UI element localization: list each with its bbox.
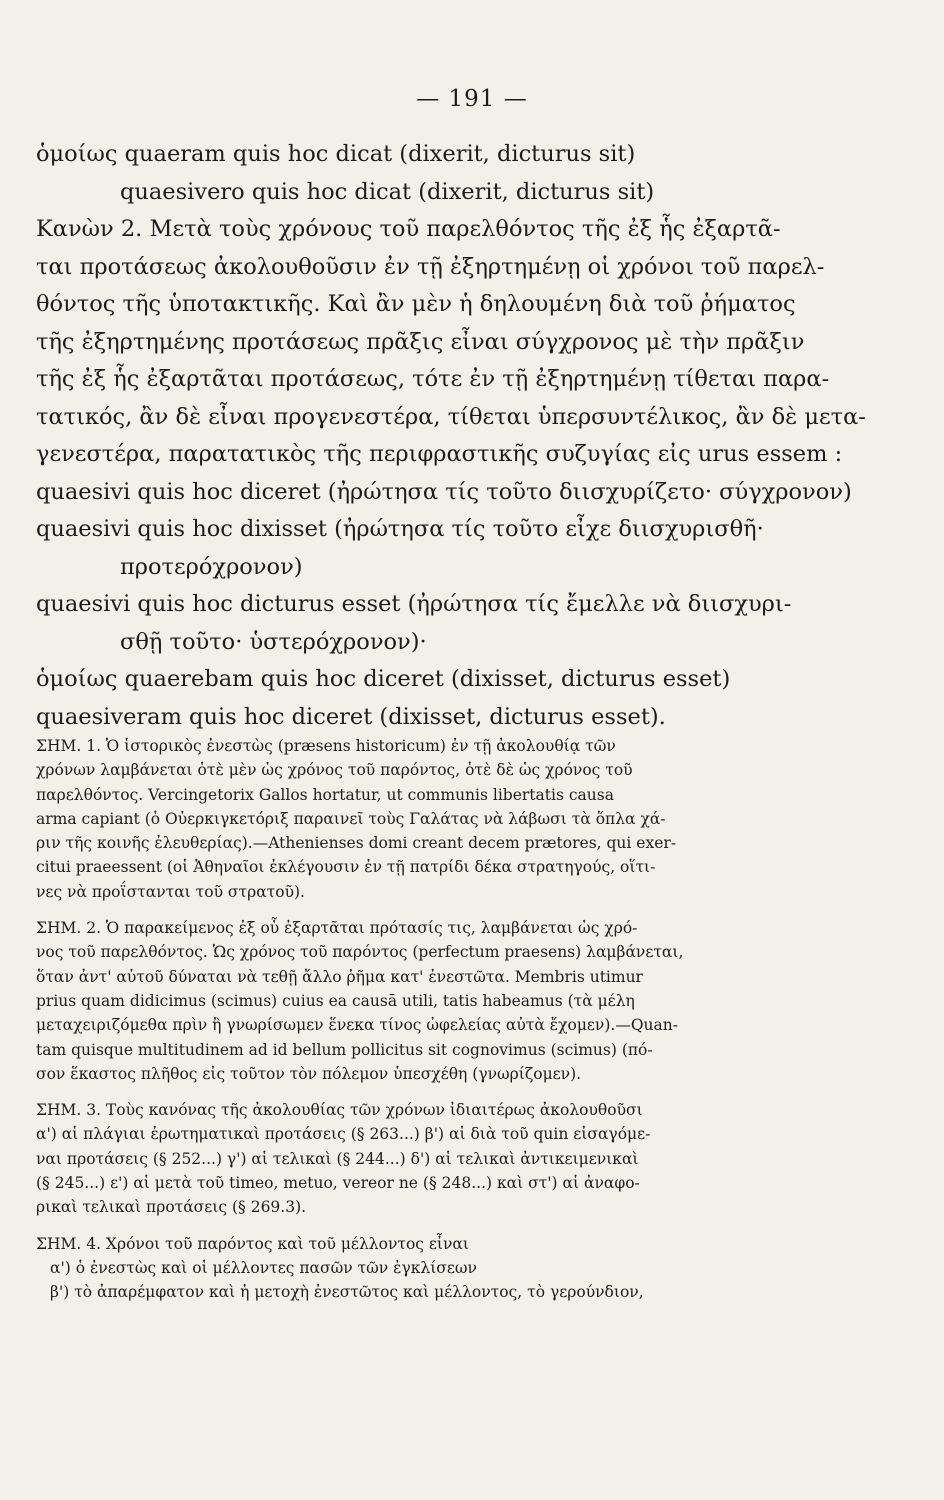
note-line: ναι προτάσεις (§ 252...) γ') αἱ τελικαὶ (§ 244...) δ') αἱ τελικαὶ ἀντικειμενικαὶ <box>36 1149 639 1168</box>
note-1 <box>36 734 876 904</box>
main-line: quaesiveram quis hoc diceret (dixisset, dicturus esset). <box>36 703 666 730</box>
main-line: τατικός, ἂν δὲ εἶναι προγενεστέρα, τίθεται ὑπερσυντέλικος, ἂν δὲ μετα- <box>36 403 866 430</box>
main-line: ὁμοίως quaerebam quis hoc diceret (dixisset, dicturus esset) <box>36 666 731 692</box>
note-line: ὅταν ἀντ' αὐτοῦ δύναται νὰ τεθῇ ἄλλο ῥῆμα κατ' ἐνεστῶτα. Membris utimur <box>36 967 643 986</box>
note-line: ρικαὶ τελικαὶ προτάσεις (§ 269.3). <box>36 1198 307 1217</box>
note-line: arma capiant (ὁ Οὐερκιγκετόριξ παραινεῖ τοὺς Γαλάτας νὰ λάβωσι τὰ ὅπλα χά- <box>36 809 666 828</box>
note-line: μεταχειριζόμεθα πρὶν ἢ γνωρίσωμεν ἕνεκα τίνος ὠφελείας αὐτὰ ἔχομεν).—Quan- <box>36 1016 678 1035</box>
main-line: ὁμοίως quaeram quis hoc dicat (dixerit, dicturus sit) <box>36 141 636 167</box>
note-line: β') τὸ ἀπαρέμφατον καὶ ἡ μετοχὴ ἐνεστῶτος καὶ μέλλοντος, τὸ γερούνδιον, <box>50 1283 644 1302</box>
note-line: citui praeessent (οἱ Ἀθηναῖοι ἐκλέγουσιν ἐν τῇ πατρίδι δέκα στρατηγούς, οἵτι- <box>36 858 656 877</box>
note-line: ΣΗΜ. 4. Χρόνοι τοῦ παρόντος καὶ τοῦ μέλλοντος εἶναι <box>36 1234 469 1253</box>
note-line: tam quisque multitudinem ad id bellum pollicitus sit cognovimus (scimus) (πό- <box>36 1040 653 1059</box>
main-line: quaesivero quis hoc dicat (dixerit, dicturus sit) <box>120 178 655 205</box>
note-line: ριν τῆς κοινῆς ἐλευθερίας).—Athenienses domi creant decem prætores, qui exer- <box>36 834 677 853</box>
note-4 <box>36 1232 876 1305</box>
note-line: α') ὁ ἐνεστὼς καὶ οἱ μέλλοντες πασῶν τῶν ἐγκλίσεων <box>50 1258 477 1277</box>
note-line: νος τοῦ παρελθόντος. Ὡς χρόνος τοῦ παρόντος (perfectum praesens) λαμβάνεται, <box>36 943 684 962</box>
main-text <box>36 136 876 736</box>
main-line: προτερόχρονον) <box>120 553 303 580</box>
main-line: θόντος τῆς ὑποτακτικῆς. Καὶ ἂν μὲν ἡ δηλουμένη διὰ τοῦ ῥήματος <box>36 291 796 317</box>
note-line: ΣΗΜ. 1. Ὁ ἱστορικὸς ἐνεστὼς (præsens historicum) ἐν τῇ ἀκολουθίᾳ τῶν <box>36 737 616 755</box>
note-line: ΣΗΜ. 3. Τοὺς κανόνας τῆς ἀκολουθίας τῶν χρόνων ἰδιαιτέρως ἀκολουθοῦσι <box>36 1101 643 1120</box>
note-line: (§ 245...) ε') αἱ μετὰ τοῦ timeo, metuo, vereor ne (§ 248...) καὶ στ') αἱ ἀναφο- <box>36 1174 640 1193</box>
main-line: τῆς ἐξηρτημένης προτάσεως πρᾶξις εἶναι σύγχρονος μὲ τὴν πρᾶξιν <box>36 328 805 355</box>
note-line: χρόνων λαμβάνεται ὁτὲ μὲν ὡς χρόνος τοῦ παρόντος, ὁτὲ δὲ ὡς χρόνος τοῦ <box>36 761 633 780</box>
note-line: α') αἱ πλάγιαι ἐρωτηματικαὶ προτάσεις (§ 263...) β') αἱ διὰ τοῦ quin εἰσαγόμε- <box>36 1125 651 1144</box>
main-line: quaesivi quis hoc dixisset (ἠρώτησα τίς τοῦτο εἶχε διισχυρισθῆ· <box>36 516 764 542</box>
main-line: quaesivi quis hoc diceret (ἠρώτησα τίς τοῦτο διισχυρίζετο· σύγχρονον) <box>36 478 852 505</box>
page-number: — 191 — <box>416 86 528 112</box>
notes-section <box>36 734 876 1305</box>
note-line: ΣΗΜ. 2. Ὁ παρακείμενος ἐξ οὗ ἐξαρτᾶται πρότασίς τις, λαμβάνεται ὡς χρό- <box>36 919 638 938</box>
main-line: τῆς ἐξ ἧς ἐξαρτᾶται προτάσεως, τότε ἐν τῇ ἐξηρτημένῃ τίθεται παρα- <box>36 366 830 392</box>
main-line: σθῇ τοῦτο· ὑστερόχρονον)· <box>120 628 427 655</box>
main-line: Κανὼν 2. Μετὰ τοὺς χρόνους τοῦ παρελθόντος τῆς ἐξ ἧς ἐξαρτᾶ- <box>36 216 781 242</box>
main-line: γενεστέρα, παρατατικὸς τῆς περιφραστικῆς συζυγίας εἰς urus essem : <box>36 441 843 467</box>
note-2 <box>36 916 876 1086</box>
note-line: prius quam didicimus (scimus) cuius ea causā utili, tatis habeamus (τὰ μέλη <box>36 991 635 1010</box>
main-line: quaesivi quis hoc dicturus esset (ἠρώτησα τίς ἔμελλε νὰ διισχυρι- <box>36 591 792 617</box>
main-line: ται προτάσεως ἀκολουθοῦσιν ἐν τῇ ἐξηρτημένῃ οἱ χρόνοι τοῦ παρελ- <box>36 253 825 280</box>
note-line: παρελθόντος. Vercingetorix Gallos hortatur, ut communis libertatis causa <box>36 785 614 804</box>
note-line: νες νὰ προΐστανται τοῦ στρατοῦ). <box>36 882 305 901</box>
note-3 <box>36 1098 876 1219</box>
note-line: σον ἕκαστος πλῆθος εἰς τοῦτον τὸν πόλεμον ὑπεσχέθη (γνωρίζομεν). <box>36 1064 582 1083</box>
